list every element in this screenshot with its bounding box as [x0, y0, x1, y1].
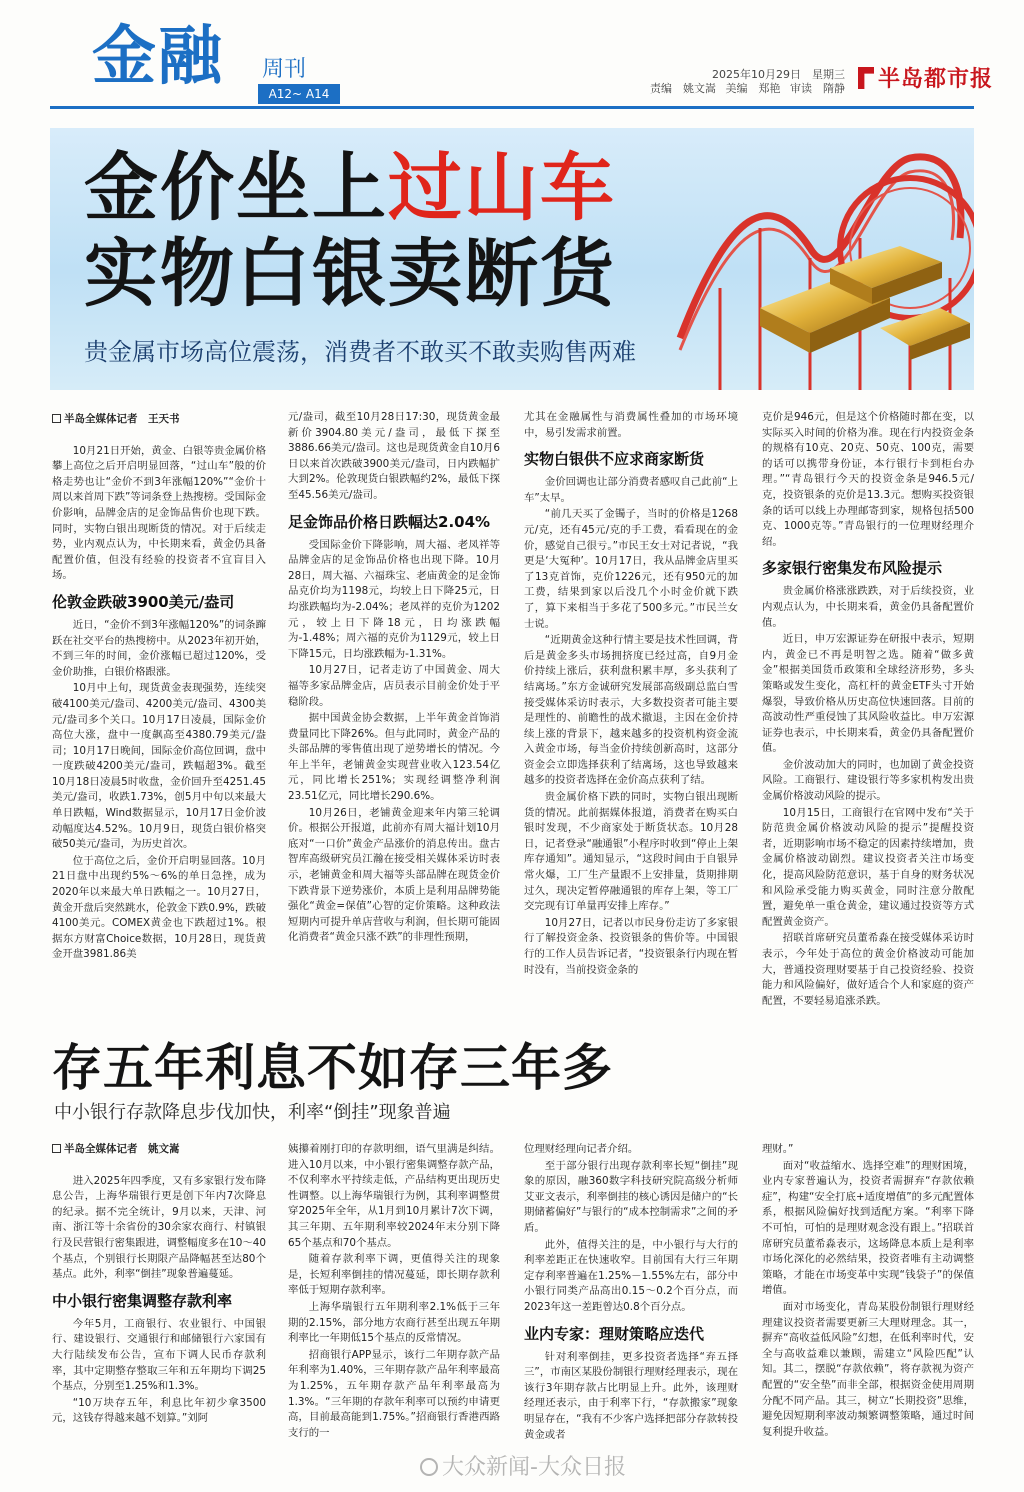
main-headline-line1 [84, 146, 616, 230]
story2-byline [52, 1142, 266, 1158]
watermark-text: 大众新闻-大众日报 [442, 1455, 626, 1480]
article-paragraph: 贵金属价格下跌的同时，实物白银出现断货的情况。此前据媒体报道，消费者在购买白银时发现，不少商家处于断货状态。10月28日，记者登录“融通银”小程序时收到“停止上架库存通知”。通知显示，“这段时间由于自银异常火爆，工厂生产量跟不上安排量，货期排期过久，现决定暂停融通银的库存上架，等工厂交完现有订单量再安排上库存。” [524, 791, 738, 913]
story1-byline [52, 412, 266, 428]
article-paragraph: 针对利率倒挂，更多投资者选择“弃五择三”，市南区某股份制银行理财经理表示，现在该行3年期存款占比明显上升。此外，该理财经理还表示，由于利率下行，“存款搬家”现象明显存在，“我有不少客户选择把部分存款转投黄金或者 [524, 1350, 738, 1441]
article-paragraph: 受国际金价下降影响，周大福、老凤祥等品牌金店的足金饰品价格也出现下降。10月28日，周大福、六福珠宝、老庙黄金的足金饰品克价均为1198元，均较上日下降25元，日均涨跌幅均为-2.04%；老凤祥的克价为1202元，较上日下降18元，日均涨跌幅为-1.48%；周六福的克价为1129元，较上日下降15元，日均涨跌幅为-1.31%。 [288, 538, 500, 660]
article-paragraph: 此外，值得关注的是，中小银行与大行的利率差距正在快速收窄。目前国有大行三年期定存利率普遍在1.25%－1.55%左右，部分中小银行同类产品高出0.15～0.2个百分点，而2023年这一差距曾达0.8个百分点。 [524, 1238, 738, 1313]
article-paragraph: 面对“收益缩水、选择空难”的理财困境，业内专家普遍认为，投资者需摒弃“存款依赖症”，构建“安全打底+适度增值”的多元配置体系，根据风险偏好找到适配方案。“利率下降不可怕，可怕的是理财观念没有跟上。”招联首席研究员董希淼表示，这场降息本质上是利率市场化深化的必然结果，投资者唯有主动调整策略，才能在市场变革中实现“钱袋子”的保值增值。 [762, 1159, 974, 1297]
main-headline-line2: 实物白银卖断货 [84, 231, 616, 317]
story2-byline-text: 半岛全媒体记者 姚文嵩 [64, 1143, 180, 1155]
roller-coaster-gold-illustration-icon [660, 128, 974, 390]
article-paragraph: “近期黄金这种行情主要是技术性回调，背后是黄金多头市场拥挤度已经过高，自9月金价持续上涨后，获利盘积累丰厚，多头获利了结离场。”东方金诚研究发展部高级副总监白雪接受媒体采访时表示，大多数投资者可能主要是理性的、前瞻性的战术撤退，主因在金价持续上涨的背景下，越来越多的投资机构资金流入黄金市场，每当金价持续创新高时，这部分资金会立即选择获利了结离场，这也导致越来越多的投资者选择在金价高点获利了结。 [524, 634, 738, 787]
byline-box-icon [52, 1144, 61, 1153]
article-paragraph: 10月15日，工商银行在官网中发布“关于防范贵金属价格波动风险的提示”提醒投资者，近期影响市场不稳定的因素持续增加，贵金属价格波动剧烈。建议投资者关注市场变化，提高风险防范意识，基于自身的财务状况和风险承受能力购买黄金，同时注意分散配置，避免单一重仓黄金，建议通过投资等方式配置黄金资产。 [762, 806, 974, 928]
hero-banner [50, 128, 974, 390]
section-title: 金融 [92, 20, 224, 94]
article-paragraph: 招商银行APP显示，该行二年期存款产品年利率为1.40%，三年期存款产品年利率最高为1.25%，五年期存款产品年利率最高为1.3%。“三年期的存款年利率可以预约申请更高，目前最高能到1.75%。”招商银行香港西路支行的一 [288, 1348, 500, 1439]
article-paragraph: 位于高位之后，金价开启明显回落。10月21日盘中出现约5%～6%的单日急挫，成为2020年以来最大单日跌幅之一。10月27日，黄金开盘后突然跳水，伦敦金下跌0.9%，跌破4100美元。COMEX黄金也下跌超过1%。根据东方财富Choice数据，10月28日，现货黄金开盘3981.86美 [52, 854, 266, 961]
staff-designer: 美编 郑艳 [725, 82, 781, 95]
staff-editor: 责编 姚文嵩 [650, 82, 716, 95]
section-subheading: 多家银行密集发布风险提示 [762, 559, 943, 578]
article-paragraph: 姨攥着刚打印的存款明细，语气里满是纠结。进入10月以来，中小银行密集调整存款产品，不仅利率水平持续走低，产品结构更出现历史性调整。以上海华瑞银行为例，其利率调整贯穿2025年全年，从1月到10月累计7次下调，其三年期、五年期利率较2024年末分别下降65个基点和70个基点。 [288, 1143, 500, 1249]
article-paragraph: 理财。” [762, 1143, 794, 1155]
story1-column-2 [288, 410, 500, 1014]
masthead-divider [50, 106, 974, 109]
newspaper-logo [858, 62, 993, 93]
article-paragraph: 至于部分银行出现存款利率长短“倒挂”现象的原因，融360数字科技研究院高级分析师艾亚文表示，利率倒挂的核心诱因是储户的“长期储蓄偏好”与银行的“成本控制需求”之间的矛盾。 [524, 1159, 738, 1234]
article-paragraph: 10月中上旬，现货黄金表现强势，连续突破4100美元/盎司、4200美元/盎司、4300美元/盎司多个关口。10月17日凌晨，国际金价高位大涨，盘中一度飙高至4380.79美元/盎司；10月17日晚间，国际金价高位回调，盘中一度跌破4200美元/盎司，跌幅超3%。截至10月18日凌晨5时收盘，金价回升至4251.45美元/盎司，收跌1.73%，创5月中旬以来最大单日跌幅，Wind数据显示，10月17日金价波动幅度达4.52%。10月9日，现货白银价格突破50美元/盎司，为历史首次。 [52, 682, 266, 851]
story2-column-3 [524, 1142, 738, 1474]
article-paragraph: 10月27日，记者走访了中国黄金、周大福等多家品牌金店，店员表示目前金价处于平稳阶段。 [288, 664, 500, 708]
article-paragraph: 上海华瑞银行五年期利率2.1%低于三年期的2.15%，部分地方农商行甚至出现五年期利率比一年期低15个基点的反常情况。 [288, 1300, 500, 1345]
section-subheading: 足金饰品价格日跌幅达2.04% [288, 512, 491, 531]
section-weekly-label: 周刊 [262, 57, 307, 82]
section-subheading: 中小银行密集调整存款利率 [52, 1291, 233, 1310]
article-paragraph: 金价波动加大的同时，也加剧了黄金投资风险。工商银行、建设银行等多家机构发出贵金属价格波动风险的提示。 [762, 758, 974, 803]
page-range-badge: A12~ A14 [258, 84, 340, 104]
source-watermark [420, 1450, 626, 1481]
article-paragraph: 随着存款利率下调，更值得关注的现象是，长短利率倒挂的情况蔓延，即长期存款利率低于短期存款利率。 [288, 1253, 500, 1297]
story2-column-2 [288, 1142, 500, 1474]
story1-column-1 [52, 412, 266, 1012]
story1-column-4 [762, 410, 974, 1014]
staff-credits [650, 80, 851, 96]
main-headline-part1: 金价坐上 [84, 145, 388, 231]
section-subheading: 伦敦金跌破3900美元/盎司 [52, 592, 235, 611]
article-paragraph: 金价回调也让部分消费者感叹自己此前“上车”太早。 [524, 476, 738, 504]
article-paragraph: 近日，“金价不到3年涨幅120%”的词条蹿跃在社交平台的热搜榜中。从2023年初开始，不到三年的时间，金价涨幅已超过120%，受金价助推，白银价格跟涨。 [52, 618, 266, 678]
article-paragraph: 招联首席研究员董希淼在接受媒体采访时表示，今年处于高位的黄金价格波动可能加大，普通投资理财要基于自己投资经验、投资能力和风险偏好，做好适合个人和家庭的资产配置，不要轻易追涨杀跌。 [762, 932, 974, 1007]
article-paragraph: “前几天买了金镯子，当时的价格是1268元/克，还有45元/克的手工费，看看现在的金价，感觉自己很亏。”市民王女士对记者说，“我更是‘大冤种’。10月17日，我从品牌金店里买了13克首饰，克价1226元，还有950元的加工费，结果到家以后没几个小时金价就下跌了，算下来相当于多花了500多元。”市民兰女士说。 [524, 508, 738, 630]
article-paragraph: 位理财经理向记者介绍。 [524, 1143, 639, 1155]
byline-box-icon [52, 414, 61, 423]
newspaper-logo-text: 半岛都市报 [878, 66, 994, 92]
section-subheading: 实物白银供不应求商家断货 [524, 450, 705, 469]
article-paragraph: “10万块存五年，利息比年初少拿3500元，这钱存得越来越不划算。”刘阿 [52, 1396, 266, 1425]
section-subheading: 业内专家：理财策略应迭代 [524, 1324, 705, 1343]
staff-proofreader: 审读 隋静 [790, 82, 845, 95]
article-paragraph: 10月27日，记者以市民身份走访了多家银行了解投资金条、投资银条的售价等。中国银行的工作人员告诉记者，“投资银条行内现在暂时没有，当前投资金条的 [524, 916, 738, 976]
article-paragraph: 贵金属价格涨涨跌跌，对于后续投资，业内观点认为，中长期来看，黄金仍具备配置价值。 [762, 585, 974, 629]
article-paragraph: 据中国黄金协会数据，上半年黄金首饰消费量同比下降26%。但与此同时，黄金产品的头部品牌的零售值出现了逆势增长的情况。今年上半年，老铺黄金实现营业收入123.54亿元，同比增长251%；实现经调整净利润23.51亿元，同比增长290.6%。 [288, 712, 500, 803]
article-paragraph: 10月26日，老铺黄金迎来年内第三轮调价。根据公开报道，此前亦有周大福计划10月底对“一口价”黄金产品涨价的消息传出。盘古智库高级研究员江瀚在接受相关媒体采访时表示，老铺黄金和周大福等头部品牌在现货金价下跌背景下逆势涨价，本质上是利用品牌势能强化“黄金=保值”心智的定价策略。这种政法短期内可提升单店营收与利润，但长期可能固化消费者“黄金只涨不跌”的非理性预期， [288, 806, 500, 944]
article-paragraph: 进入2025年四季度，又有多家银行发布降息公告，上海华瑞银行更是创下年内7次降息的纪录。据不完全统计，9月以来，天津、河南、浙江等十余省份的30余家农商行、村镇银行及民营银行密集跟进，调整幅度多在10～40个基点，个别银行长期限产品降幅甚至达80个基点。此外，利率“倒挂”现象普遍蔓延。 [52, 1174, 266, 1281]
watermark-logo-icon [420, 1458, 438, 1476]
story1-column-3 [524, 410, 738, 1014]
article-paragraph: 面对市场变化，青岛某股份制银行理财经理建议投资者需要更新三大理财理念。其一，摒弃“高收益低风险”幻想，在低利率时代，安全与高收益难以兼顾，需建立“风险匹配”认知。其二，摆脱“存款依赖”，将存款视为资产配置的“安全垫”而非全部，根据资金使用周期分配不同产品。其三，树立“长期投资”思维，避免因短期利率波动频繁调整策略，通过时间复利提升收益。 [762, 1300, 974, 1438]
article-paragraph: 克价是946元，但是这个价格随时都在变，以实际买入时间的价格为准。现在行内投资金条的规格有10克、20克、50克、100克，需要的话可以携带身份证，本行银行卡到柜台办理。”“青岛银行今天的投资金条是946.5元/克，投资银条的克价是13.3元。想购买投资银条的话可以线上办理邮寄到家，规格包括500克、1000克等。”青岛银行的一位理财经理介绍。 [762, 411, 974, 548]
article-paragraph: 尤其在金融属性与消费属性叠加的市场环境中，易引发需求前置。 [524, 411, 738, 439]
main-subheadline: 贵金属市场高位震荡，消费者不敢买不敢卖购售两难 [84, 338, 636, 366]
main-headline-highlight: 过山车 [388, 145, 616, 231]
article-paragraph: 近日，申万宏源证券在研报中表示，短期内，黄金已不再是明智之选。随着“做多黄金”根据美国货币政策和全球经济形势，多头策略或发生变化，高杠杆的黄金ETF头寸开始爆裂，导致价格从历史高位快速回落。目前的高波动性严重侵蚀了其风险收益比。申万宏源证券也表示，中长期来看，黄金仍具备配置价值。 [762, 633, 974, 755]
story2-subheadline: 中小银行存款降息步伐加快，利率“倒挂”现象普遍 [54, 1102, 451, 1123]
newspaper-logo-icon [858, 67, 874, 89]
article-paragraph: 10月21日开始，黄金、白银等贵金属价格攀上高位之后开启明显回落，“过山车”般的价格走势也让“金价不到3年涨幅120%”“金价十周以来首周下跌”等词条登上热搜榜。受国际金价影响，品牌金店的足金饰品售价也现下跌。同时，实物白银出现断货的情况。对于后续走势，业内观点认为，中长期来看，黄金仍具备配置价值，但没有经验的投资者不宜盲目入场。 [52, 444, 266, 582]
article-paragraph: 元/盎司，截至10月28日17:30，现货黄金最新价3904.80美元/盎司，最低下探至3886.66美元/盎司。这也是现货黄金自10月6日以来首次跌破3900美元/盎司，日内跌幅扩大到2%。伦敦现货白银跌幅约2%，最低下探至45.56美元/盎司。 [288, 411, 500, 501]
article-paragraph: 今年5月，工商银行、农业银行、中国银行、建设银行、交通银行和邮储银行六家国有大行陆续发布公告，宣布下调人民币存款利率，其中定期整存整取三年和五年期均下调25个基点，分别至1.25%和1.3%。 [52, 1317, 266, 1393]
story1-byline-text: 半岛全媒体记者 王天书 [64, 413, 180, 425]
story2-headline: 存五年利息不如存三年多 [52, 1039, 613, 1097]
story2-column-1 [52, 1142, 266, 1474]
issue-date: 2025年10月29日 星期三 [712, 68, 845, 81]
story2-column-4 [762, 1142, 974, 1474]
